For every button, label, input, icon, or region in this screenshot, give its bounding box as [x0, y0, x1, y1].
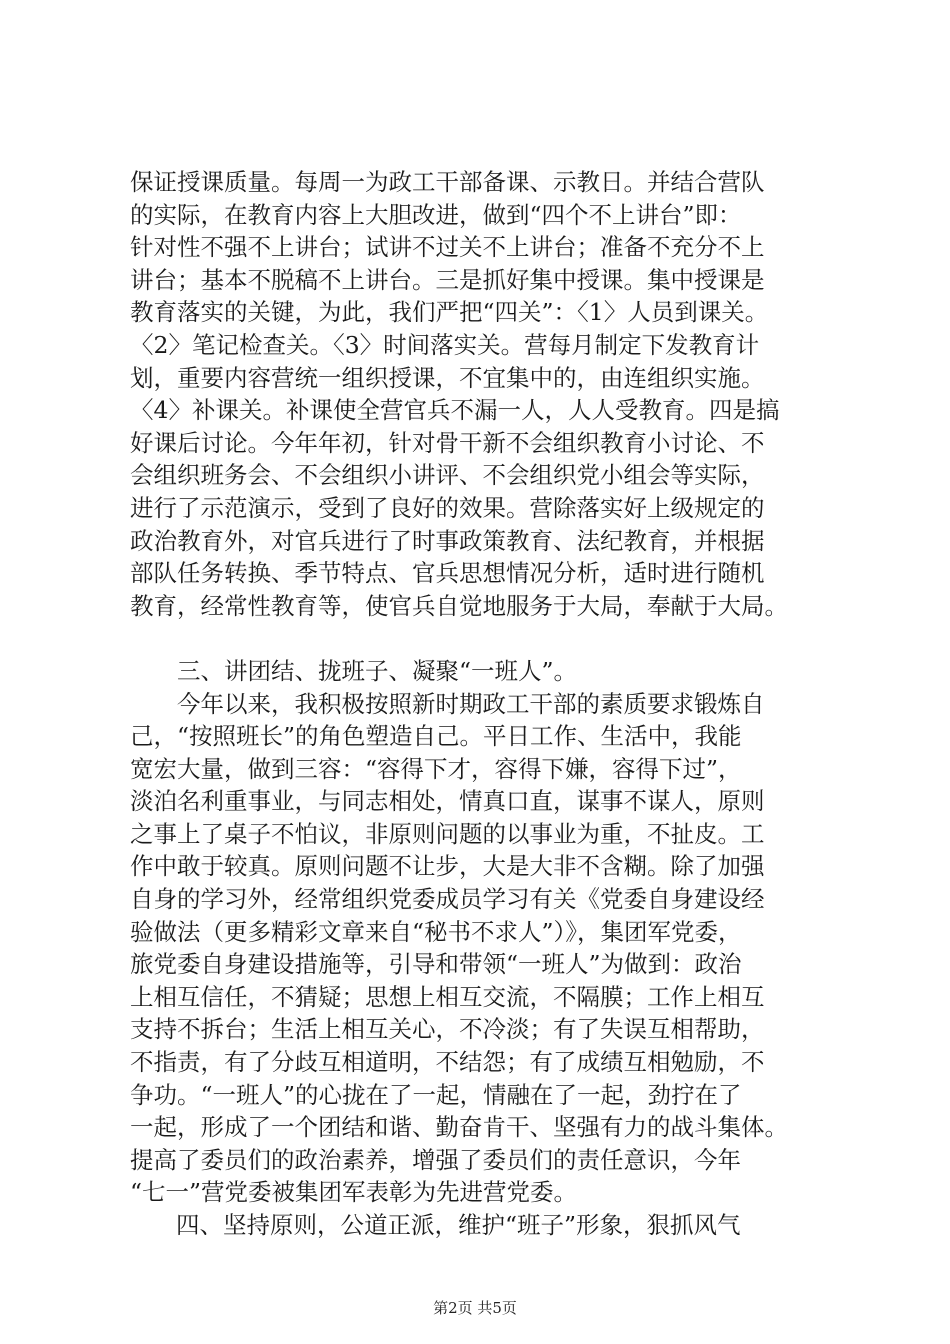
- text-line: 的实际，在教育内容上大胆改进，做到“四个不上讲台”即：: [130, 200, 742, 229]
- text-line: 讲台；基本不脱稿不上讲台。三是抓好集中授课。集中授课是: [130, 265, 765, 294]
- text-line: 己，“按照班长”的角色塑造自己。平日工作、生活中，我能: [130, 722, 742, 751]
- text-line: 〈2〉笔记检查关。〈3〉时间落实关。营每月制定下发教育计: [130, 330, 760, 359]
- text-line: 宽宏大量，做到三容：“容得下才，容得下嫌，容得下过”，: [130, 754, 742, 783]
- text-line: 支持不拆台；生活上相互关心，不冷淡；有了失误互相帮助，: [130, 1015, 765, 1044]
- section-heading: 四、坚持原则，公道正派，维护“班子”形象，狠抓风气: [176, 1211, 741, 1239]
- text-line: 进行了示范演示，受到了良好的效果。营除落实好上级规定的: [130, 493, 765, 522]
- text-line: 自身的学习外，经常组织党委成员学习有关《党委自身建设经: [130, 885, 765, 914]
- document-body: [130, 166, 850, 1242]
- text-line: 争功。“一班人”的心拢在了一起，情融在了一起，劲拧在了: [130, 1080, 742, 1109]
- text-line: 〈4〉补课关。补课使全营官兵不漏一人，人人受教育。四是搞: [130, 396, 780, 425]
- text-line: 政治教育外，对官兵进行了时事政策教育、法纪教育，并根据: [130, 526, 765, 555]
- text-line: 今年以来，我积极按照新时期政工干部的素质要求锻炼自: [177, 689, 765, 718]
- text-line: 部队任务转换、季节特点、官兵思想情况分析，适时进行随机: [130, 559, 765, 588]
- text-line: 教育，经常性教育等，使官兵自觉地服务于大局，奉献于大局。: [130, 591, 788, 620]
- text-line: 上相互信任，不猜疑；思想上相互交流，不隔膜；工作上相互: [130, 982, 765, 1011]
- text-line: 会组织班务会、不会组织小讲评、不会组织党小组会等实际，: [130, 461, 765, 490]
- text-line: 不指责，有了分歧互相道明，不结怨；有了成绩互相勉励，不: [130, 1048, 765, 1077]
- paragraph-spacer: [130, 622, 850, 655]
- text-line: 提高了委员们的政治素养，增强了委员们的责任意识，今年: [130, 1145, 741, 1174]
- text-line: 作中敢于较真。原则问题不让步，大是大非不含糊。除了加强: [130, 852, 765, 881]
- page-footer: [0, 1298, 950, 1318]
- text-line: 划，重要内容营统一组织授课，不宜集中的，由连组织实施。: [130, 363, 765, 392]
- paragraph-2: [130, 688, 850, 1210]
- text-line: 一起，形成了一个团结和谐、勤奋肯干、坚强有力的战斗集体。: [130, 1113, 788, 1142]
- text-line: 保证授课质量。每周一为政工干部备课、示教日。并结合营队: [130, 168, 765, 196]
- text-line: 旅党委自身建设措施等，引导和带领“一班人”为做到：政治: [130, 950, 742, 979]
- text-line: 淡泊名利重事业，与同志相处，情真口直，谋事不谋人，原则: [130, 787, 765, 816]
- text-line: 之事上了桌子不怕议，非原则问题的以事业为重，不扯皮。工: [130, 819, 765, 848]
- text-line: 针对性不强不上讲台；试讲不过关不上讲台；准备不充分不上: [130, 233, 765, 262]
- text-line: 好课后讨论。今年年初，针对骨干新不会组织教育小讨论、不: [130, 428, 765, 457]
- paragraph-1: [130, 166, 850, 622]
- page-indicator: 第2页 共5页: [433, 1299, 517, 1317]
- text-line: 教育落实的关键，为此，我们严把“四关”：〈1〉人员到课关。: [130, 298, 769, 327]
- text-line: 验做法（更多精彩文章来自“秘书不求人”）》，集团军党委，: [130, 917, 742, 946]
- text-line: “七一”营党委被集团军表彰为先进营党委。: [130, 1178, 578, 1207]
- section-heading: 三、讲团结、拢班子、凝聚“一班人”。: [177, 656, 578, 685]
